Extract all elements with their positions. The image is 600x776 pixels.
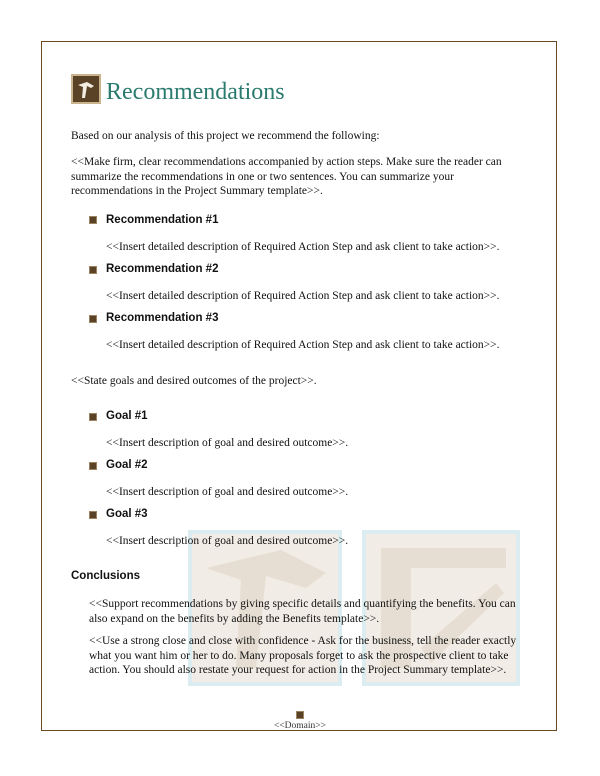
square-bullet-icon [296,711,304,719]
footer-domain: <<Domain>> [273,721,327,731]
recommendation-text: <<Insert detailed description of Required Action Step and ask client to take action>>. [106,290,500,302]
goal-text: <<Insert description of goal and desired outcome>>. [106,437,349,449]
square-bullet-icon [89,266,97,274]
recommendation-heading: Recommendation #1 [106,214,219,226]
goal-text: <<Insert description of goal and desired outcome>>. [106,486,349,498]
conclusions-heading: Conclusions [71,570,141,582]
conclusion-paragraph: <<Support recommendations by giving specific details and quantifying the benefits. You can also expand on the benefits by adding the Benefits template>>. [89,598,516,625]
recommendation-heading: Recommendation #3 [106,312,219,324]
goal-text: <<Insert description of goal and desired outcome>>. [106,535,349,547]
recommendation-text: <<Insert detailed description of Required Action Step and ask client to take action>>. [106,241,500,253]
square-bullet-icon [89,315,97,323]
hammer-icon [71,74,101,104]
square-bullet-icon [89,511,97,519]
recommendation-text: <<Insert detailed description of Required Action Step and ask client to take action>>. [106,339,500,351]
goal-heading: Goal #3 [106,508,148,520]
page-title: Recommendations [106,79,285,105]
conclusion-paragraph: <<Use a strong close and close with confidence - Ask for the business, tell the reader exactly what you want him or her to do. Many proposals forget to ask the prospective client to take action. You should also restate your request for action in the Project Summary template>>. [89,635,517,676]
goal-heading: Goal #2 [106,459,148,471]
recommendation-heading: Recommendation #2 [106,263,219,275]
goals-intro-text: <<State goals and desired outcomes of the project>>. [71,375,317,387]
instruction-text: <<Make firm, clear recommendations accompanied by action steps. Make sure the reader can summarize the recommendations in one or two sentences. You can summarize your recommendations in the Project Summary template>>. [71,156,502,197]
square-bullet-icon [89,413,97,421]
square-bullet-icon [89,462,97,470]
goal-heading: Goal #1 [106,410,148,422]
intro-text: Based on our analysis of this project we recommend the following: [71,130,380,142]
square-bullet-icon [89,216,97,224]
